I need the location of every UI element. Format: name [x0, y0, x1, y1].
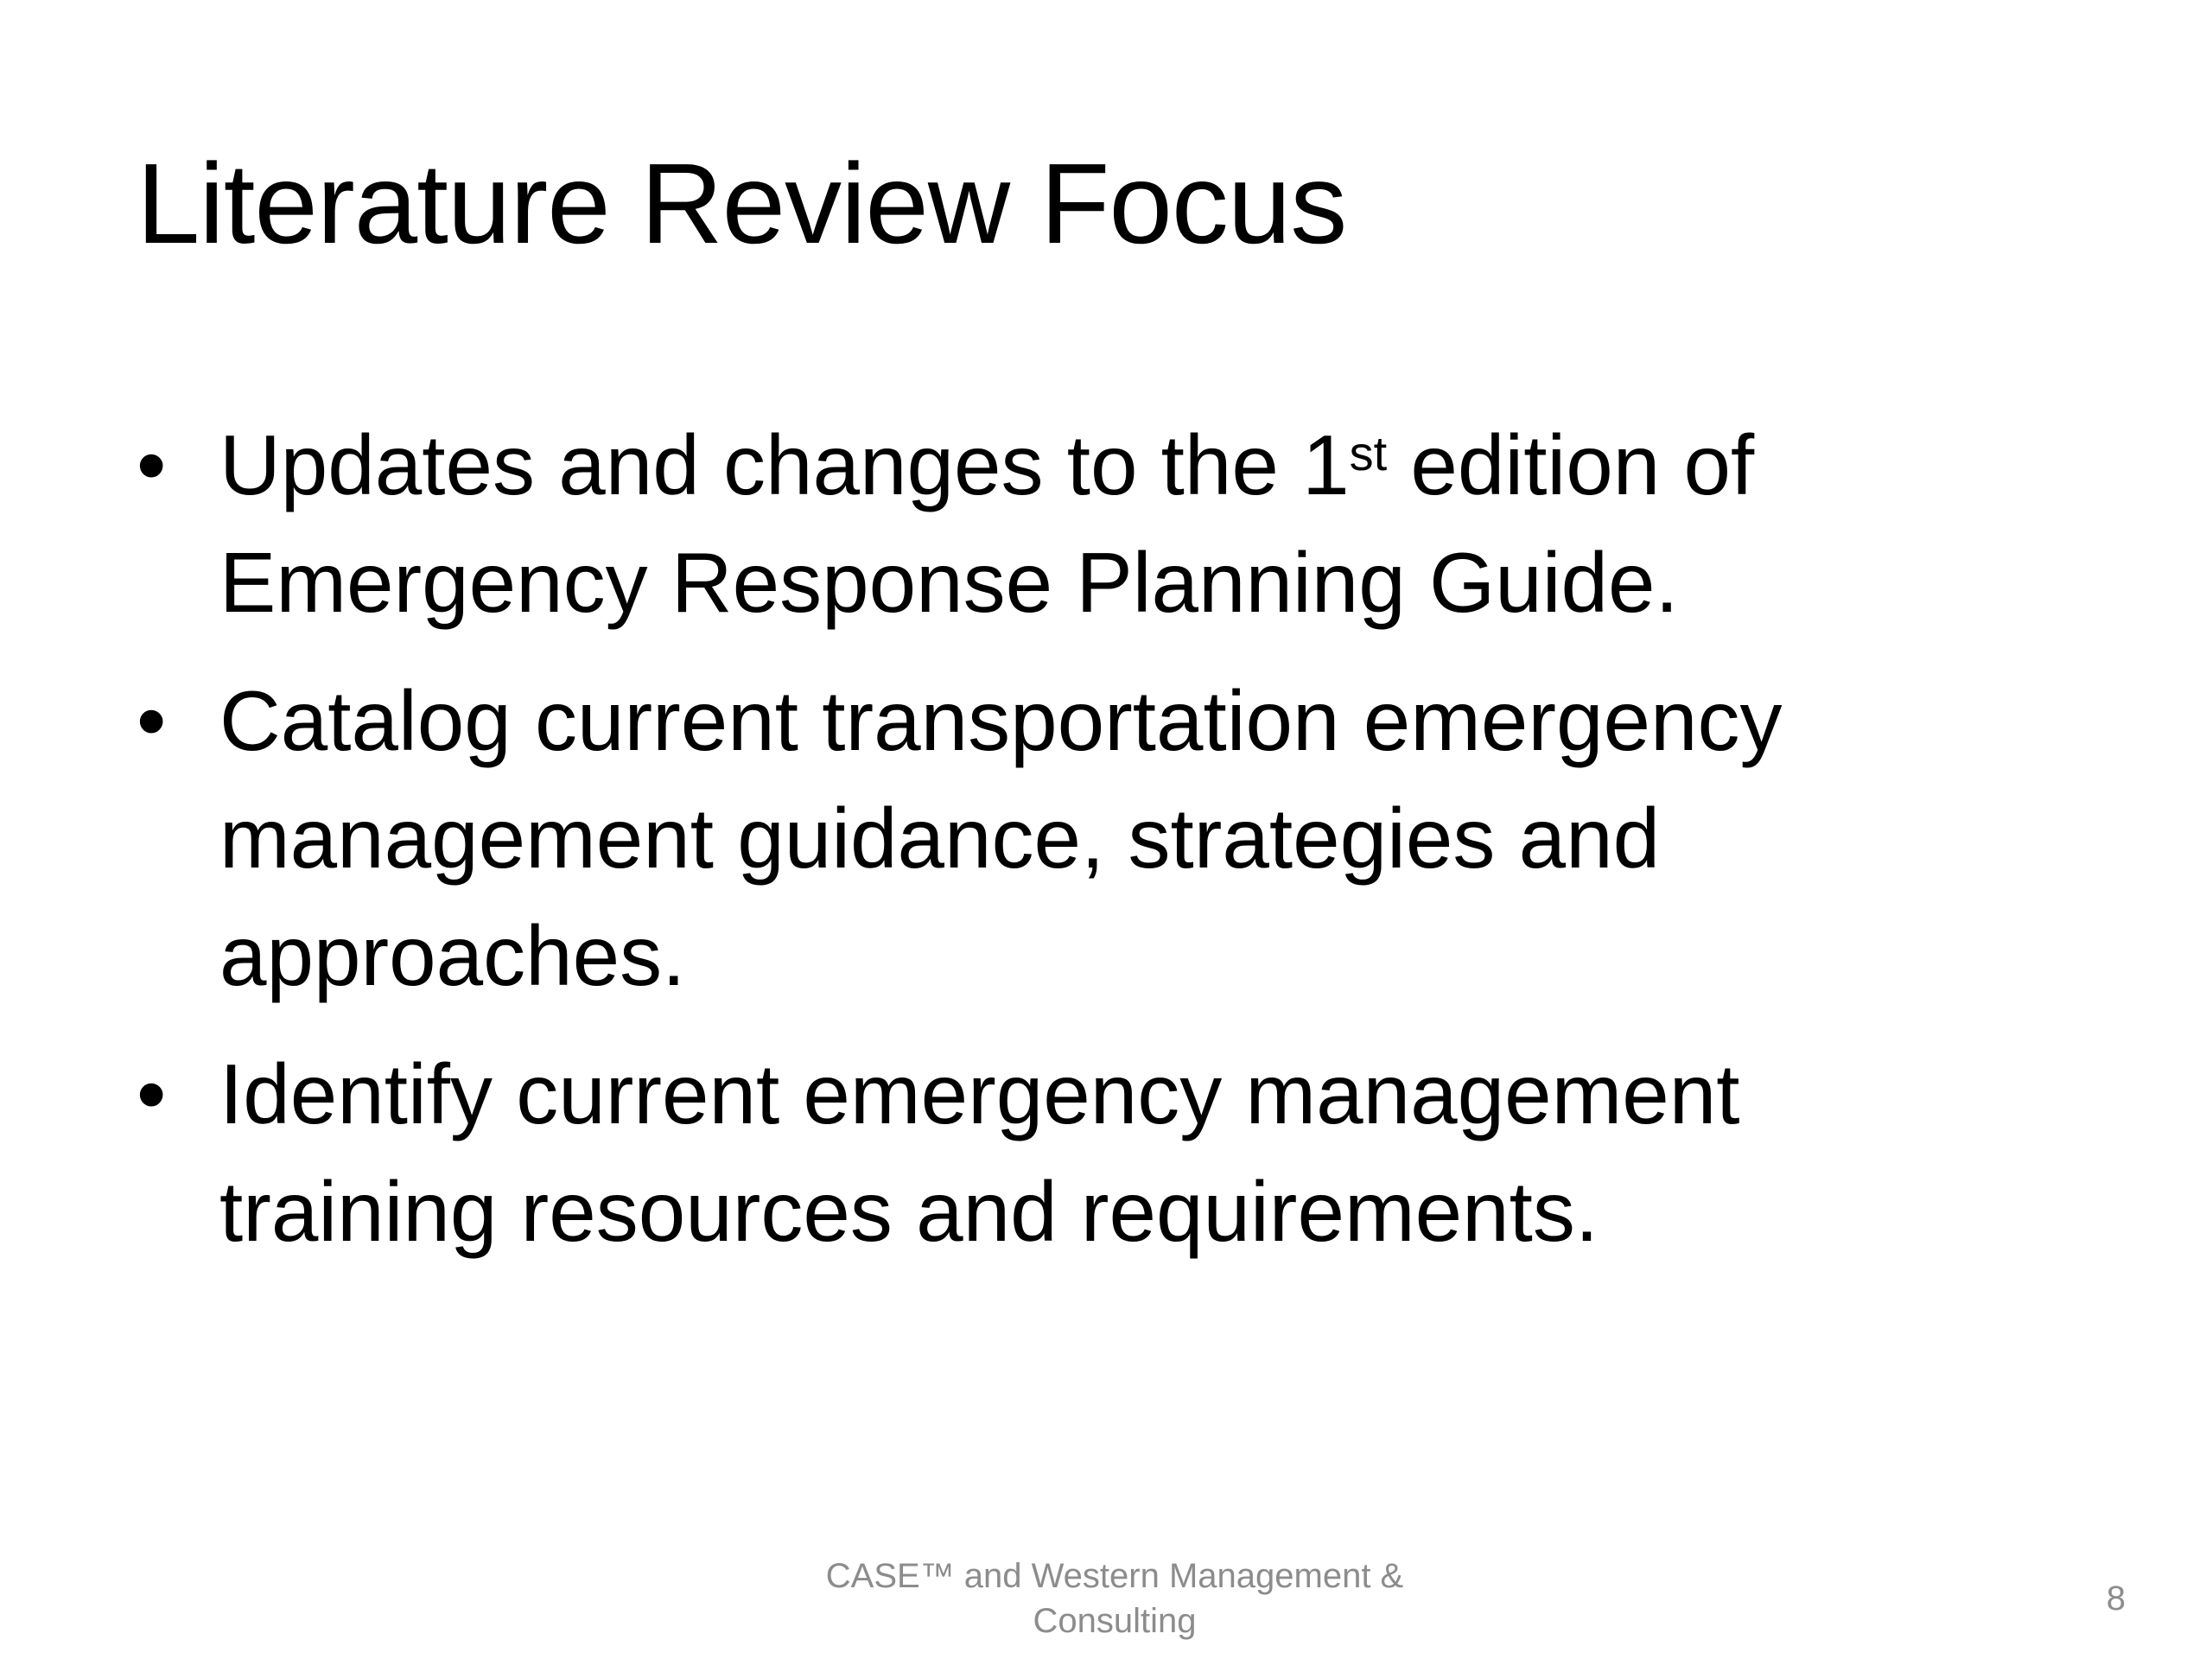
bullet-marker: •: [137, 417, 167, 512]
bullet-item: [137, 406, 1994, 641]
bullet-item: [137, 1035, 1994, 1270]
bullet-item: [137, 662, 1994, 1014]
bullet-text: [219, 417, 1754, 630]
footer-line: Consulting: [1033, 1602, 1197, 1640]
ordinal-superscript: st: [1349, 426, 1388, 481]
bullet-list: [137, 406, 1994, 1291]
bullet-marker: •: [137, 1046, 167, 1141]
slide-footer: [769, 1554, 1460, 1643]
bullet-text: Catalog current transportation emergency management guidance, strategies and approaches.: [219, 673, 1783, 1003]
bullet-marker: •: [137, 673, 167, 768]
page-number: 8: [2106, 1580, 2126, 1618]
footer-line: CASE™ and Western Management &: [825, 1557, 1404, 1595]
bullet-text-part: edition of Emergency Response Planning Guide.: [219, 417, 1755, 630]
slide-title: Literature Review Focus: [137, 140, 1347, 267]
bullet-text-part: Updates and changes to the 1: [219, 417, 1350, 512]
bullet-text: Identify current emergency management training resources and requirements.: [219, 1046, 1740, 1259]
